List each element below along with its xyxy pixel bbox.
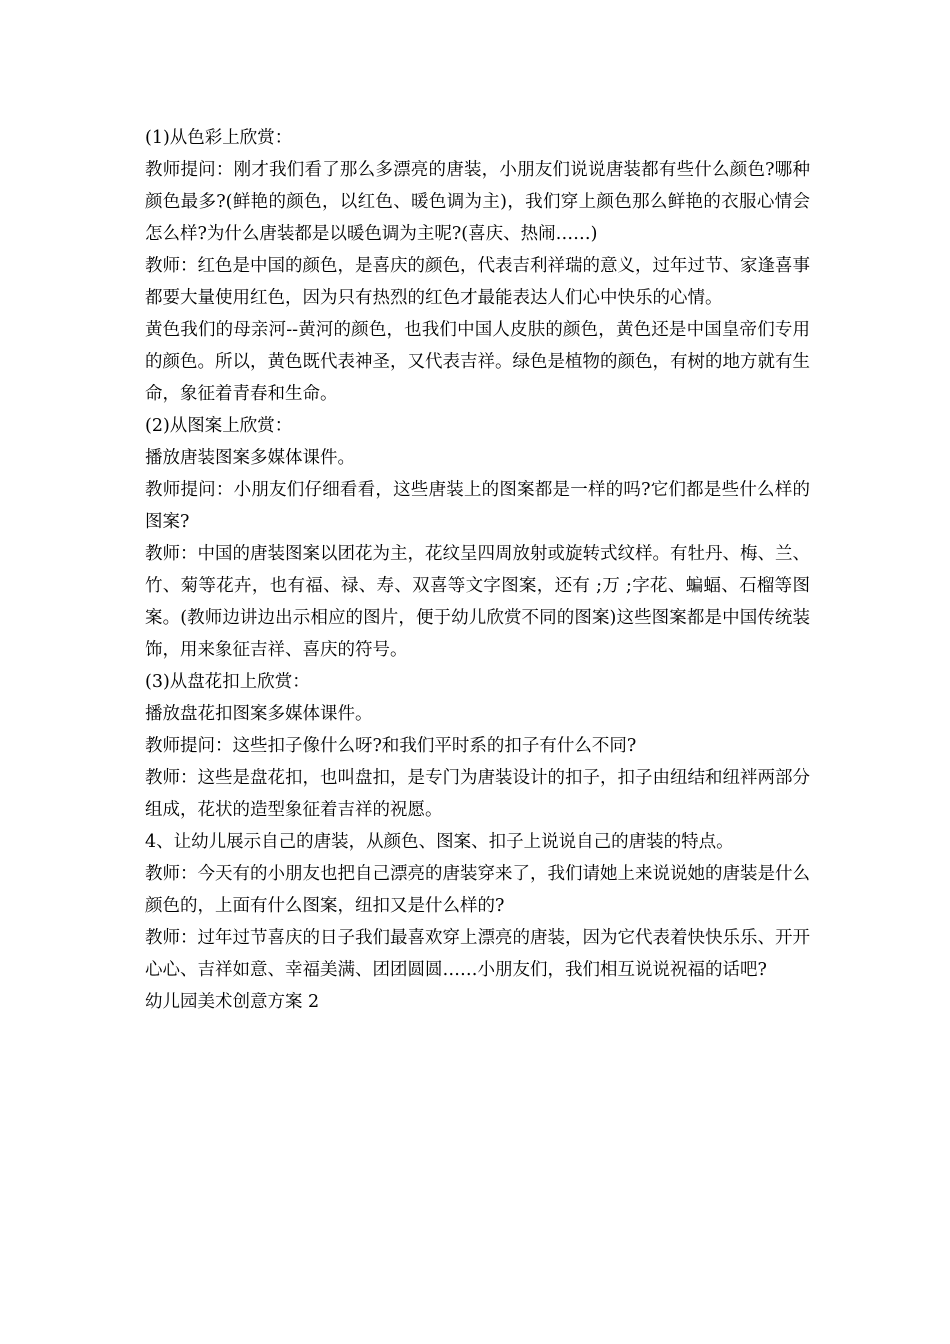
- paragraph-teacher-question-patterns: 教师提问：小朋友们仔细看看，这些唐装上的图案都是一样的吗?它们都是些什么样的图案?: [145, 480, 810, 532]
- paragraph-red-meaning: 教师：红色是中国的颜色，是喜庆的颜色，代表吉利祥瑞的意义，过年过节、家逢喜事都要大量使用红色，因为只有热烈的红色才最能表达人们心中快乐的心情。: [145, 256, 810, 308]
- paragraph-step-4: 4、让幼儿展示自己的唐装，从颜色、图案、扣子上说说自己的唐装的特点。: [145, 832, 734, 852]
- paragraph-teacher-question-colors: 教师提问：刚才我们看了那么多漂亮的唐装，小朋友们说说唐装都有些什么颜色?哪种颜色最多?(鲜艳的颜色，以红色、暖色调为主)，我们穿上颜色那么鲜艳的衣服心情会怎么样?为什么唐装都是以暖色调为主呢?(喜庆、热闹……): [145, 160, 810, 244]
- heading-button-appreciation: (3)从盘花扣上欣赏：: [145, 672, 310, 692]
- paragraph-button-explanation: 教师：这些是盘花扣，也叫盘扣，是专门为唐装设计的扣子，扣子由纽结和纽袢两部分组成，花状的造型象征着吉祥的祝愿。: [145, 768, 810, 820]
- paragraph-teacher-question-buttons: 教师提问：这些扣子像什么呀?和我们平时系的扣子有什么不同?: [145, 736, 637, 756]
- paragraph-yellow-green-meaning: 黄色我们的母亲河--黄河的颜色，也我们中国人皮肤的颜色，黄色还是中国皇帝们专用的颜色。所以，黄色既代表神圣，又代表吉祥。绿色是植物的颜色，有树的地方就有生命，象征着青春和生命。: [145, 320, 810, 404]
- heading-pattern-appreciation: (2)从图案上欣赏：: [145, 416, 293, 436]
- section-title-plan-2: 幼儿园美术创意方案 2: [145, 992, 320, 1012]
- paragraph-play-pattern-courseware: 播放唐装图案多媒体课件。: [145, 448, 355, 468]
- paragraph-blessing: 教师：过年过节喜庆的日子我们最喜欢穿上漂亮的唐装，因为它代表着快快乐乐、开开心心、吉祥如意、幸福美满、团团圆圆……小朋友们，我们相互说说祝福的话吧?: [145, 928, 810, 980]
- paragraph-pattern-explanation: 教师：中国的唐装图案以团花为主，花纹呈四周放射或旋转式纹样。有牡丹、梅、兰、竹、菊等花卉，也有福、禄、寿、双喜等文字图案，还有 ;万 ;字花、蝙蝠、石榴等图案。(教师边讲边出示相应的图片，便于幼儿欣赏不同的图案)这些图案都是中国传统装饰，用来象征吉祥、喜庆的符号。: [145, 544, 810, 660]
- paragraph-children-show: 教师：今天有的小朋友也把自己漂亮的唐装穿来了，我们请她上来说说她的唐装是什么颜色的，上面有什么图案，纽扣又是什么样的?: [145, 864, 810, 916]
- document-body: [145, 122, 810, 1018]
- paragraph-play-button-courseware: 播放盘花扣图案多媒体课件。: [145, 704, 373, 724]
- heading-color-appreciation: (1)从色彩上欣赏：: [145, 128, 293, 148]
